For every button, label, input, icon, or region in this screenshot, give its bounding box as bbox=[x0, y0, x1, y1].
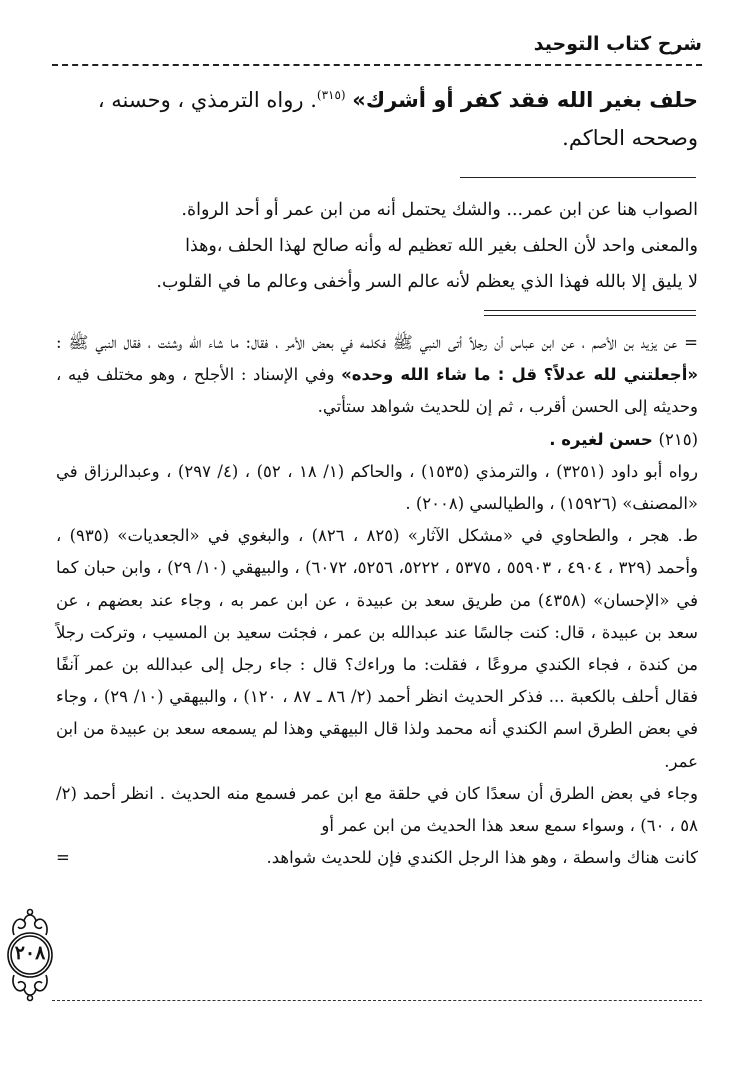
header-divider bbox=[52, 64, 702, 66]
footnotes-divider bbox=[484, 310, 696, 316]
footnotes bbox=[56, 327, 698, 874]
continues-mark: = bbox=[56, 848, 70, 868]
hadith-quote: قل : ما شاء الله وحده» bbox=[341, 365, 537, 385]
main-line2: وصححه الحاكم. bbox=[562, 126, 698, 150]
footnote-number: (٢١٥) bbox=[658, 429, 698, 449]
footnote-text: = عن يزيد بن الأصم ، عن ابن عباس أن رجلاً أتى النبي ﷺ فكلمه في بعض الأمر ، فقال: ما شاء الله وشئت ، فقال النبي ﷺ : bbox=[56, 333, 698, 352]
note-divider bbox=[460, 177, 696, 178]
note-line: والمعنى واحد لأن الحلف بغير الله تعظيم له وأنه صالح لهذا الحلف ،وهذا bbox=[185, 236, 698, 256]
hadith-quote: «أجعلتني لله عدلاً؟ bbox=[543, 365, 699, 385]
grade-label: حسن لغيره . bbox=[549, 429, 659, 449]
page-number: ٢٠٨ bbox=[14, 942, 46, 964]
footnote-paragraph bbox=[56, 327, 698, 424]
main-text bbox=[56, 76, 698, 157]
page-header bbox=[52, 32, 702, 60]
footer-divider bbox=[52, 1000, 702, 1001]
footnote-paragraph bbox=[56, 778, 698, 842]
footnote-grade bbox=[56, 424, 698, 456]
main-line1-rest: . رواه الترمذي ، وحسنه ، bbox=[97, 88, 317, 112]
footnote-paragraph: رواه أبو داود (٣٢٥١) ، والترمذي (١٥٣٥) ، والحاكم (١/ ١٨ ، ٥٢) ، (٤/ ٢٩٧) ، وعبدالرزاق في «المصنف» (١٥٩٢٦) ، والطيالسي (٢٠٠٨) . bbox=[56, 461, 699, 514]
note-line: الصواب هنا عن ابن عمر... والشك يحتمل أنه من ابن عمر أو أحد الرواة. bbox=[181, 200, 698, 220]
editor-note bbox=[56, 192, 698, 300]
footnote-last-line bbox=[56, 842, 698, 874]
book-title: شرح كتاب التوحيد bbox=[533, 33, 702, 55]
note-line: لا يليق إلا بالله فهذا الذي يعظم لأنه عالم السر وأخفى وعالم ما في القلوب. bbox=[156, 272, 698, 292]
footnote-paragraph: ط. هجر ، والطحاوي في «مشكل الآثار» (٨٢٥ ، ٨٢٦) ، والبغوي في «الجعديات» (٩٣٥) ، وأحمد (٣٢٩ ، ٤٩٠٤ ، ٥٥٩٠٣ ، ٥٣٧٥ ، ٥٢٢٢، ٥٢٥٦، ٦٠٧٢) ، والبيهقي (١٠/ ٢٩) ، وابن حبان كما في «الإحسان» (٤٣٥٨) من طريق سعد بن عبيدة ، عن ابن عمر به ، وجاء عند بعضهم ، عن سعد بن عبيدة ، قال: كنت جالسًا عند عبدالله بن عمر ، فجئت سعيد بن المسيب ، وتركت رجلاً من كندة ، فجاء الكندي مروعًا ، فقلت: ما وراءك؟ قال : جاء رجل إلى عبدالله بن عمر آنفًا فقال أحلف بالكعبة ... فذكر الحديث انظر أحمد (٢/ ٨٦ ـ ٨٧ ، ١٢٠) ، والبيهقي (١٠/ ٢٩) ، وجاء في بعض الطرق اسم الكندي أنه محمد ولذا قال البيهقي وهذا لم يسمعه سعد بن عبيدة من ابن عمر. bbox=[56, 526, 698, 771]
footnote-text: وجاء في بعض الطرق أن سعدًا كان في حلقة مع ابن عمر فسمع منه الحديث . انظر أحمد (٢/ ٥٨ ، ٦٠) ، وسواء سمع سعد هذا الحديث من ابن عمر أو bbox=[56, 783, 698, 836]
footnote-ref: (٣١٥) bbox=[316, 88, 346, 102]
footnote-text: وفي الإسناد : الأجلح ، وهو مختلف فيه ، وحديثه إلى الحسن أقرب ، ثم إن للحديث شواهد ستأتي. bbox=[56, 365, 698, 417]
footnote-text: كانت هناك واسطة ، وهو هذا الرجل الكندي فإن للحديث شواهد. bbox=[266, 848, 698, 868]
page-number-ornament bbox=[0, 905, 60, 1005]
hadith-text: حلف بغير الله فقد كفر أو أشرك» bbox=[352, 88, 698, 112]
